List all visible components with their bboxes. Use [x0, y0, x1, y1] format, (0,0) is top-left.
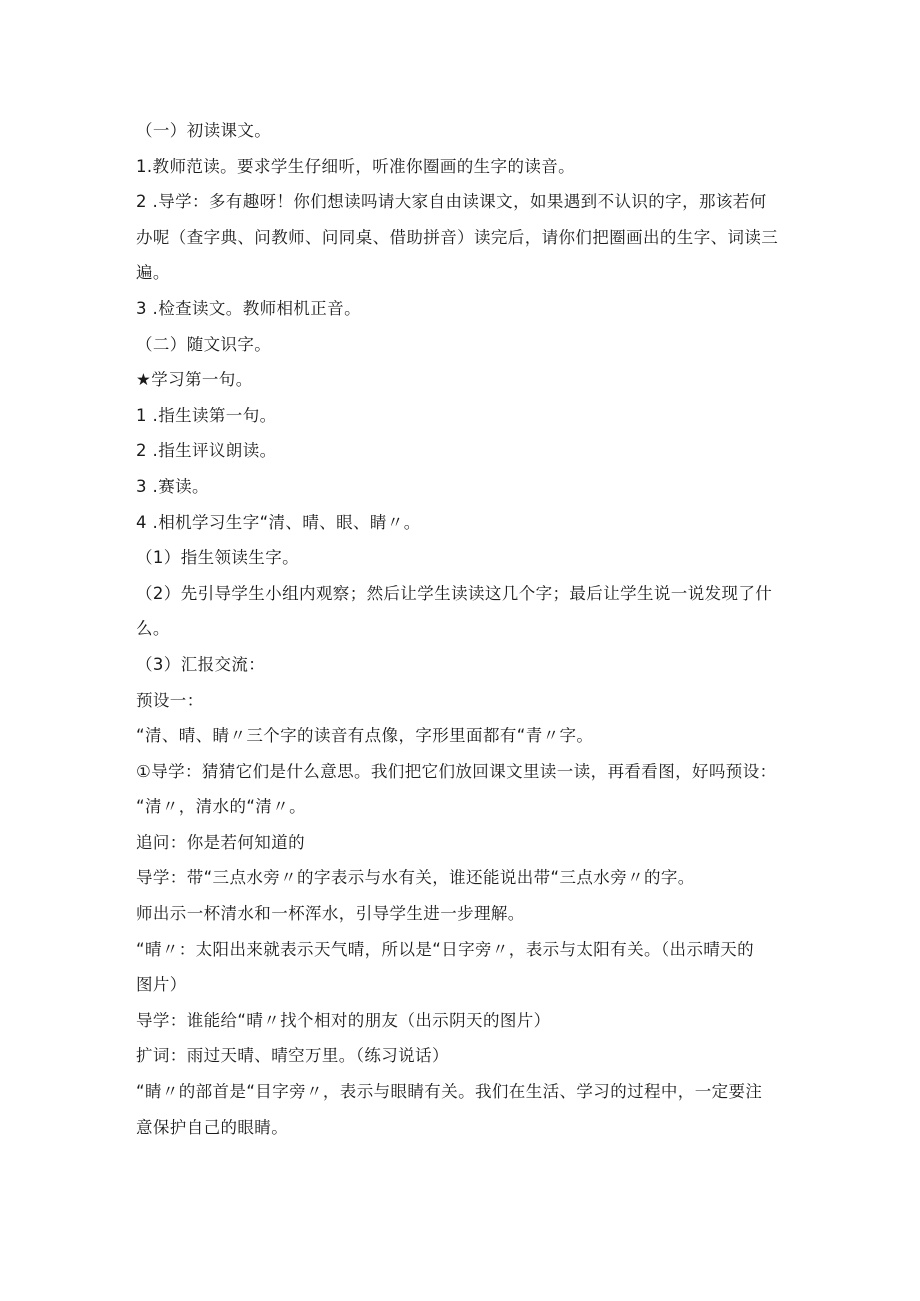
text-line: 2 .导学：多有趣呀！你们想读吗请大家自由读课文，如果遇到不认识的字，那该若何: [136, 192, 767, 212]
text-line: 师出示一杯清水和一杯浑水，引导学生进一步理解。: [136, 904, 525, 924]
text-line: 3 .检查读文。教师相机正音。: [136, 298, 361, 318]
text-line: 意保护自己的眼睛。: [136, 1117, 289, 1137]
text-line: 4 .相机学习生字“清、晴、眼、睛〃。: [136, 512, 421, 532]
section-heading-first-reading: （一）初读课文。: [136, 121, 272, 140]
text-line: 么。: [136, 619, 170, 639]
text-line: 追问：你是若何知道的: [136, 832, 305, 852]
section-heading-literacy: （二）随文识字。: [136, 334, 272, 354]
subheading-first-sentence: ★学习第一句。: [136, 370, 253, 390]
text-line: 1.教师范读。要求学生仔细听，听准你圈画的生字的读音。: [136, 156, 576, 176]
text-line: （2）先引导学生小组内观察；然后让学生读读这几个字；最后让学生说一说发现了什: [136, 583, 773, 603]
text-line: 办呢（查字典、问教师、问同桌、借助拼音）读完后，请你们把圈画出的生字、词读三: [136, 227, 779, 247]
text-line: 2 .指生评议朗读。: [136, 441, 277, 461]
text-line: 导学：谁能给“晴〃找个相对的朋友（出示阴天的图片）: [136, 1010, 551, 1030]
text-line: 导学：带“三点水旁〃的字表示与水有关，谁还能说出带“三点水旁〃的字。: [136, 868, 695, 888]
text-line: 预设一：: [136, 690, 204, 710]
text-line: （3）汇报交流：: [136, 654, 266, 674]
text-line: （1）指生领读生字。: [136, 548, 299, 568]
text-line: “晴〃：太阳出来就表示天气晴，所以是“日字旁〃，表示与太阳有关。（出示晴天的: [136, 939, 755, 959]
text-line: 图片）: [136, 975, 187, 995]
text-line: 1 .指生读第一句。: [136, 405, 277, 425]
text-line: 扩词：雨过天晴、晴空万里。（练习说话）: [136, 1046, 449, 1066]
text-line: “清、晴、睛〃三个字的读音有点像，字形里面都有“青〃字。: [136, 726, 594, 746]
text-line: ①导学：猜猜它们是什么意思。我们把它们放回课文里读一读，再看看图，好吗预设：: [136, 761, 777, 781]
text-line: 3 .赛读。: [136, 476, 209, 496]
lesson-text: [136, 113, 816, 1145]
text-line: “睛〃的部首是“目字旁〃，表示与眼睛有关。我们在生活、学习的过程中，一定要注: [136, 1082, 763, 1102]
text-line: “清〃，清水的“清〃。: [136, 797, 306, 817]
text-line: 遍。: [136, 263, 170, 283]
